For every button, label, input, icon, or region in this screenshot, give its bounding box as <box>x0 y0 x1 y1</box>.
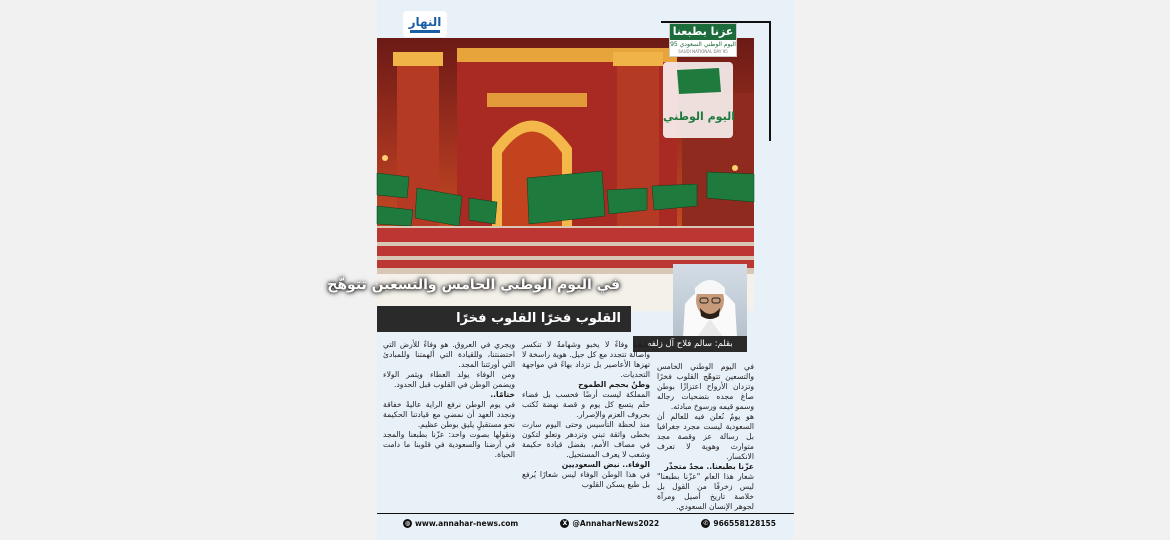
x-twitter-icon: X <box>560 519 569 528</box>
paragraph: هو يومٌ نُعلن فيه للعالم أن السعودية ليست مجرد جغرافيا بل رسالة عز وقصة مجد متوارث وهوية لا تعرف الانكسار. <box>657 412 754 461</box>
badge-tiny-text: SAUDI NATIONAL DAY 95 <box>678 49 728 54</box>
paragraph: ويجري في العروق. هو وفاءٌ للأرض التي احتضنتنا، وللقيادة التي ألهمتنا وللمبادئ التي أورثتنا المجد. <box>383 340 515 369</box>
footer-website[interactable] <box>403 519 518 528</box>
newspaper-page <box>327 0 794 540</box>
paragraph: المملكة ليست أرضًا فحسب بل فضاء حلم يتسع كل يوم و قصة نهضة تُكتب بحروف العزم والإصرار. <box>522 390 650 419</box>
paragraph: منذ لحظة التأسيس وحتى اليوم سارت بخطى واثقة تبني وتزدهر وتعلو لتكون في مصاف الأمم، بفضل قيادة حكيمة وشعب لا يعرف المستحيل. <box>522 420 650 459</box>
page-footer <box>377 513 794 532</box>
footer-twitter[interactable] <box>560 519 659 528</box>
national-day-badge <box>669 23 737 57</box>
paragraph: ومن الوفاء يولد العطاء ويثمر الولاء ويضمن الوطن في القلوب قبل الحدود. <box>383 370 515 389</box>
paragraph: في يوم الوطن نرفع الراية عاليةً خفاقة ونجدد العهد أن نمضي مع قيادتنا الحكيمة نحو مستقبلٍ يليق بوطن عظيم. <box>383 400 515 429</box>
whatsapp-number[interactable]: 966558128155 <box>713 518 776 528</box>
logo-underline <box>410 30 440 33</box>
paragraph: في هذا الوطن الوفاء ليس شعارًا يُرفع بل طبع يسكن القلوب <box>522 470 650 489</box>
paragraph: شعار هذا العام "عزّنا بطبعنا" ليس زخرفًا من القول بل خلاصة تاريخ أصيل ومرآة لجوهر الإنسان السعودي. <box>657 472 754 511</box>
headline-line-2: القلوب فخرًا القلوب فخرًا <box>377 306 631 332</box>
website-link[interactable]: www.annahar-news.com <box>415 518 519 528</box>
whatsapp-icon: ✆ <box>703 519 709 527</box>
logo-name: النهار <box>408 14 442 29</box>
emblem-text: اليوم الوطني <box>663 110 735 123</box>
headline-line-1: في اليوم الوطني الخامس والتسعين تتوهّج <box>327 277 620 293</box>
author-photo <box>673 264 747 337</box>
article-column-right <box>657 362 754 512</box>
twitter-handle[interactable]: @AnnaharNews2022 <box>572 518 660 528</box>
author-avatar <box>673 264 747 337</box>
article-column-middle <box>522 340 650 512</box>
flag-emblem-icon <box>663 62 733 138</box>
section-heading: الوفاء.. نبض السعوديين <box>561 460 650 469</box>
paragraph: طبعٌنا وفاءٌ لا يخبو وشهامةٌ لا تنكسر وأصالة تتجدد مع كل جيل. هوية راسخة لا تهزها الأعاصير بل تزداد بهاءً في مواجهة التحديات. <box>522 340 650 379</box>
section-heading: ختامًا.. <box>490 390 515 399</box>
author-caption: بقلم: سالم فلاح آل زلفه <box>633 336 747 352</box>
section-heading: عزّنا بطبعنا.. مجدٌ متجذّر <box>664 462 754 471</box>
paragraph: في اليوم الوطني الخامس والتسعين تتوهّج القلوب فخرًا وتزدان الأرواح اعتزازًا بوطن صاغ مجده بتضحيات رجاله وسمو قيمه ورسوخ مبادئه. <box>657 362 754 411</box>
globe-icon: ◍ <box>404 519 411 527</box>
section-heading: وطنٌ بحجم الطموح <box>578 380 650 389</box>
national-day-emblem <box>663 62 733 138</box>
badge-subtitle: اليوم الوطني السعودي 95 <box>670 41 736 48</box>
article-column-left <box>383 340 515 512</box>
paragraph: ونقولها بصوت واحد: عزّنا بطبعنا والمجد في أرضنا والسعودية في قلوبنا ما دامت الحياة. <box>383 430 515 459</box>
newspaper-logo[interactable] <box>403 11 447 37</box>
footer-whatsapp[interactable] <box>701 519 776 528</box>
badge-title: عزنا بطبعنا <box>670 24 736 40</box>
